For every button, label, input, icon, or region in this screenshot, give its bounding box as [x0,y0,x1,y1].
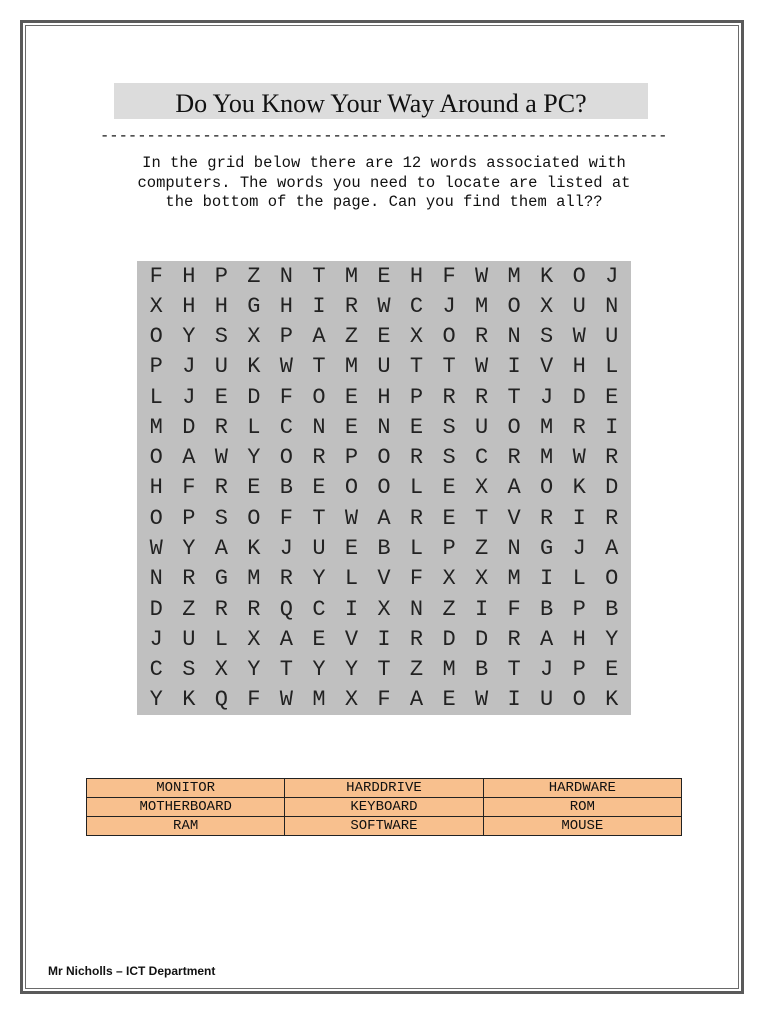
grid-letter: D [149,596,163,622]
grid-letter: E [442,687,456,713]
grid-letter: M [507,263,521,289]
word-list-cell: KEYBOARD [285,798,483,817]
grid-letter: T [409,354,424,380]
grid-letter: M [247,566,261,592]
grid-letter: F [507,596,521,622]
grid-letter: M [312,687,326,713]
grid-letter: R [409,505,424,531]
grid-letter: L [409,475,424,501]
grid-letter: V [540,354,554,380]
footer-credit: Mr Nicholls – ICT Department [48,964,216,978]
grid-letter: A [540,626,554,652]
grid-letter: X [149,293,163,319]
grid-letter: M [344,354,359,380]
grid-letter: V [507,505,521,531]
grid-letter: T [312,505,326,531]
grid-letter: L [605,354,619,380]
grid-letter: P [344,445,359,471]
grid-letter: E [377,263,391,289]
word-list-cell: RAM [87,817,285,836]
grid-letter: P [442,536,456,562]
grid-letter: Z [409,657,424,683]
instructions-line: the bottom of the page. Can you find them all?? [165,193,603,211]
word-list-cell: MOTHERBOARD [87,798,285,817]
grid-letter: P [572,657,586,683]
grid-letter: B [605,596,619,622]
grid-letter: I [312,293,326,319]
grid-letter: F [182,475,196,501]
grid-letter: M [540,414,554,440]
grid-letter: Z [247,263,261,289]
grid-letter: X [344,687,359,713]
grid-letter: W [377,293,391,319]
grid-letter: M [149,414,163,440]
grid-letter: O [442,324,456,350]
grid-letter: H [149,475,163,501]
grid-letter: P [409,384,424,410]
grid-letter: D [474,626,489,652]
grid-letter: R [247,596,261,622]
grid-letter: I [474,596,489,622]
grid-letter: X [214,657,228,683]
grid-letter: O [247,505,261,531]
instructions-line: In the grid below there are 12 words associated with [142,154,626,172]
grid-letter: O [149,505,163,531]
grid-letter: R [409,445,424,471]
grid-letter: E [312,626,326,652]
grid-letter: J [605,263,619,289]
grid-letter: L [409,536,424,562]
grid-letter: U [474,414,489,440]
grid-letter: I [605,414,619,440]
grid-letter: O [572,263,586,289]
grid-letter: W [572,324,586,350]
grid-letter: T [507,657,521,683]
grid-letter: X [377,596,391,622]
grid-letter: W [279,687,293,713]
grid-letter: R [507,445,521,471]
grid-letter: M [442,657,456,683]
grid-letter: H [409,263,424,289]
grid-letter: W [149,536,163,562]
grid-letter: E [442,505,456,531]
grid-letter: O [572,687,586,713]
grid-letter: E [312,475,326,501]
grid-letter: E [442,475,456,501]
grid-letter: B [377,536,391,562]
grid-letter: C [312,596,326,622]
grid-letter: Y [312,566,326,592]
grid-letter: L [572,566,586,592]
grid-letter: E [344,384,359,410]
grid-letter: K [605,687,619,713]
grid-letter: C [279,414,293,440]
grid-letter: O [279,445,293,471]
grid-letter: E [344,414,359,440]
grid-letter: R [214,475,228,501]
page-title: Do You Know Your Way Around a PC? [114,83,648,119]
grid-letter: G [540,536,554,562]
grid-letter: X [409,324,424,350]
grid-letter: J [540,384,554,410]
grid-letter: S [540,324,554,350]
grid-letter: E [605,657,619,683]
word-list-cell: ROM [483,798,681,817]
word-list-cell: MONITOR [87,779,285,798]
grid-letter: H [182,263,196,289]
grid-letter: R [279,566,293,592]
grid-letter: J [572,536,586,562]
grid-letter: K [540,263,554,289]
grid-letter: T [377,657,391,683]
grid-letter: J [442,293,456,319]
grid-letter: T [312,354,326,380]
grid-letter: N [149,566,163,592]
grid-letter: Y [149,687,163,713]
grid-letter: O [312,384,326,410]
word-list-row [87,798,682,817]
grid-letter: X [474,475,489,501]
grid-letter: H [182,293,196,319]
grid-letter: L [344,566,359,592]
grid-letter: R [474,384,489,410]
grid-letter: V [377,566,391,592]
grid-letter: L [149,384,163,410]
grid-letter: S [214,505,228,531]
grid-letter: V [344,626,359,652]
grid-letter: J [182,354,196,380]
grid-letter: B [279,475,293,501]
grid-letter: F [442,263,456,289]
grid-letter: R [214,414,228,440]
grid-letter: O [344,475,359,501]
grid-letter: M [507,566,521,592]
grid-letter: T [279,657,293,683]
grid-letter: F [409,566,424,592]
grid-letter: W [572,445,586,471]
grid-letter: K [182,687,196,713]
grid-letter: U [377,354,391,380]
grid-letter: H [279,293,293,319]
grid-letter: O [377,475,391,501]
grid-letter: X [474,566,489,592]
grid-letter: R [409,626,424,652]
grid-letter: B [474,657,489,683]
grid-letter: G [247,293,261,319]
grid-letter: E [214,384,228,410]
grid-letter: I [507,354,521,380]
grid-letter: A [377,505,391,531]
grid-letter: T [312,263,326,289]
grid-letter: I [507,687,521,713]
grid-letter: Y [312,657,326,683]
grid-letter: Y [247,657,261,683]
grid-letter: H [572,354,586,380]
grid-letter: W [474,354,489,380]
instructions-line: computers. The words you need to locate are listed at [137,173,631,192]
grid-letter: G [214,566,228,592]
grid-letter: C [474,445,489,471]
grid-letter: D [605,475,619,501]
grid-letter: A [312,324,326,350]
grid-letter: N [312,414,326,440]
grid-letter: P [149,354,163,380]
grid-letter: O [149,324,163,350]
grid-letter: C [409,293,424,319]
grid-letter: Y [182,324,196,350]
grid-letter: W [474,687,489,713]
grid-letter: E [605,384,619,410]
word-list-row [87,779,682,798]
grid-letter: M [540,445,554,471]
grid-letter: R [214,596,228,622]
grid-letter: C [149,657,163,683]
grid-letter: B [540,596,554,622]
grid-letter: N [409,596,424,622]
grid-letter: E [409,414,424,440]
grid-letter: T [474,505,489,531]
grid-letter: K [572,475,586,501]
grid-letter: U [214,354,228,380]
grid-letter: I [344,596,359,622]
grid-letter: O [149,445,163,471]
grid-letter: R [572,414,586,440]
word-list-row [87,817,682,836]
grid-letter: O [377,445,391,471]
grid-letter: E [344,536,359,562]
grid-letter: Y [182,536,196,562]
grid-letter: Y [247,445,261,471]
grid-letter: Z [182,596,196,622]
grid-letter: R [442,384,456,410]
grid-letter: D [247,384,261,410]
grid-letter: Z [344,324,359,350]
grid-letter: P [279,324,293,350]
grid-letter: K [247,536,261,562]
grid-letter: J [182,384,196,410]
grid-letter: F [279,505,293,531]
grid-letter: P [214,263,228,289]
grid-letter: N [507,536,521,562]
grid-letter: U [605,324,619,350]
grid-letter: E [247,475,261,501]
grid-letter: D [442,626,456,652]
grid-letter: E [377,324,391,350]
grid-letter: J [540,657,554,683]
grid-letter: R [605,505,619,531]
word-search-grid [137,261,631,715]
grid-letter: I [377,626,391,652]
grid-letter: A [182,445,196,471]
grid-letter: U [182,626,196,652]
grid-letter: R [605,445,619,471]
grid-letter: T [442,354,456,380]
grid-letter: F [279,384,293,410]
grid-letter: A [214,536,228,562]
grid-letter: I [540,566,554,592]
grid-letter: Z [442,596,456,622]
grid-letter: H [214,293,228,319]
grid-letter: S [182,657,196,683]
grid-letter: T [507,384,521,410]
grid-letter: O [605,566,619,592]
grid-letter: D [182,414,196,440]
grid-letter: A [605,536,619,562]
grid-letter: O [540,475,554,501]
grid-letter: P [572,596,586,622]
grid-letter: D [572,384,586,410]
grid-letter: Y [344,657,359,683]
grid-letter: R [507,626,521,652]
grid-letter: K [247,354,261,380]
grid-letter: J [149,626,163,652]
grid-letter: A [279,626,293,652]
word-list-cell: HARDDRIVE [285,779,483,798]
grid-letter: R [182,566,196,592]
grid-letter: R [344,293,359,319]
grid-letter: N [279,263,293,289]
grid-letter: X [247,626,261,652]
grid-letter: S [214,324,228,350]
instructions [60,154,708,213]
word-list-table [86,778,682,836]
grid-letter: W [474,263,489,289]
grid-letter: W [344,505,359,531]
grid-letter: N [377,414,391,440]
grid-letter: N [605,293,619,319]
grid-letter: A [507,475,521,501]
grid-letter: X [442,566,456,592]
grid-letter: L [247,414,261,440]
grid-letter: M [344,263,359,289]
grid-letter: U [312,536,326,562]
grid-letter: O [507,293,521,319]
word-list-cell: HARDWARE [483,779,681,798]
grid-letter: U [540,687,554,713]
word-list-cell: MOUSE [483,817,681,836]
grid-letter: A [409,687,424,713]
grid-letter: Y [605,626,619,652]
grid-letter: R [474,324,489,350]
grid-letter: Z [474,536,489,562]
grid-letter: S [442,414,456,440]
grid-letter: I [572,505,586,531]
word-list-cell: SOFTWARE [285,817,483,836]
grid-letter: H [572,626,586,652]
grid-letter: S [442,445,456,471]
grid-letter: Q [279,596,293,622]
grid-letter: R [312,445,326,471]
grid-letter: U [572,293,586,319]
grid-letter: H [377,384,391,410]
grid-letter: L [214,626,228,652]
grid-letter: O [507,414,521,440]
grid-letter: F [377,687,391,713]
grid-letter: X [247,324,261,350]
grid-letter: F [149,263,163,289]
title-divider: ------------------------------------------------------------- [100,127,668,145]
grid-letter: X [540,293,554,319]
grid-letter: M [474,293,489,319]
grid-letter: W [214,445,228,471]
grid-letter: N [507,324,521,350]
grid-letter: F [247,687,261,713]
grid-letter: J [279,536,293,562]
grid-letter: W [279,354,293,380]
grid-letter: R [540,505,554,531]
grid-letter: P [182,505,196,531]
grid-letter: Q [214,687,228,713]
